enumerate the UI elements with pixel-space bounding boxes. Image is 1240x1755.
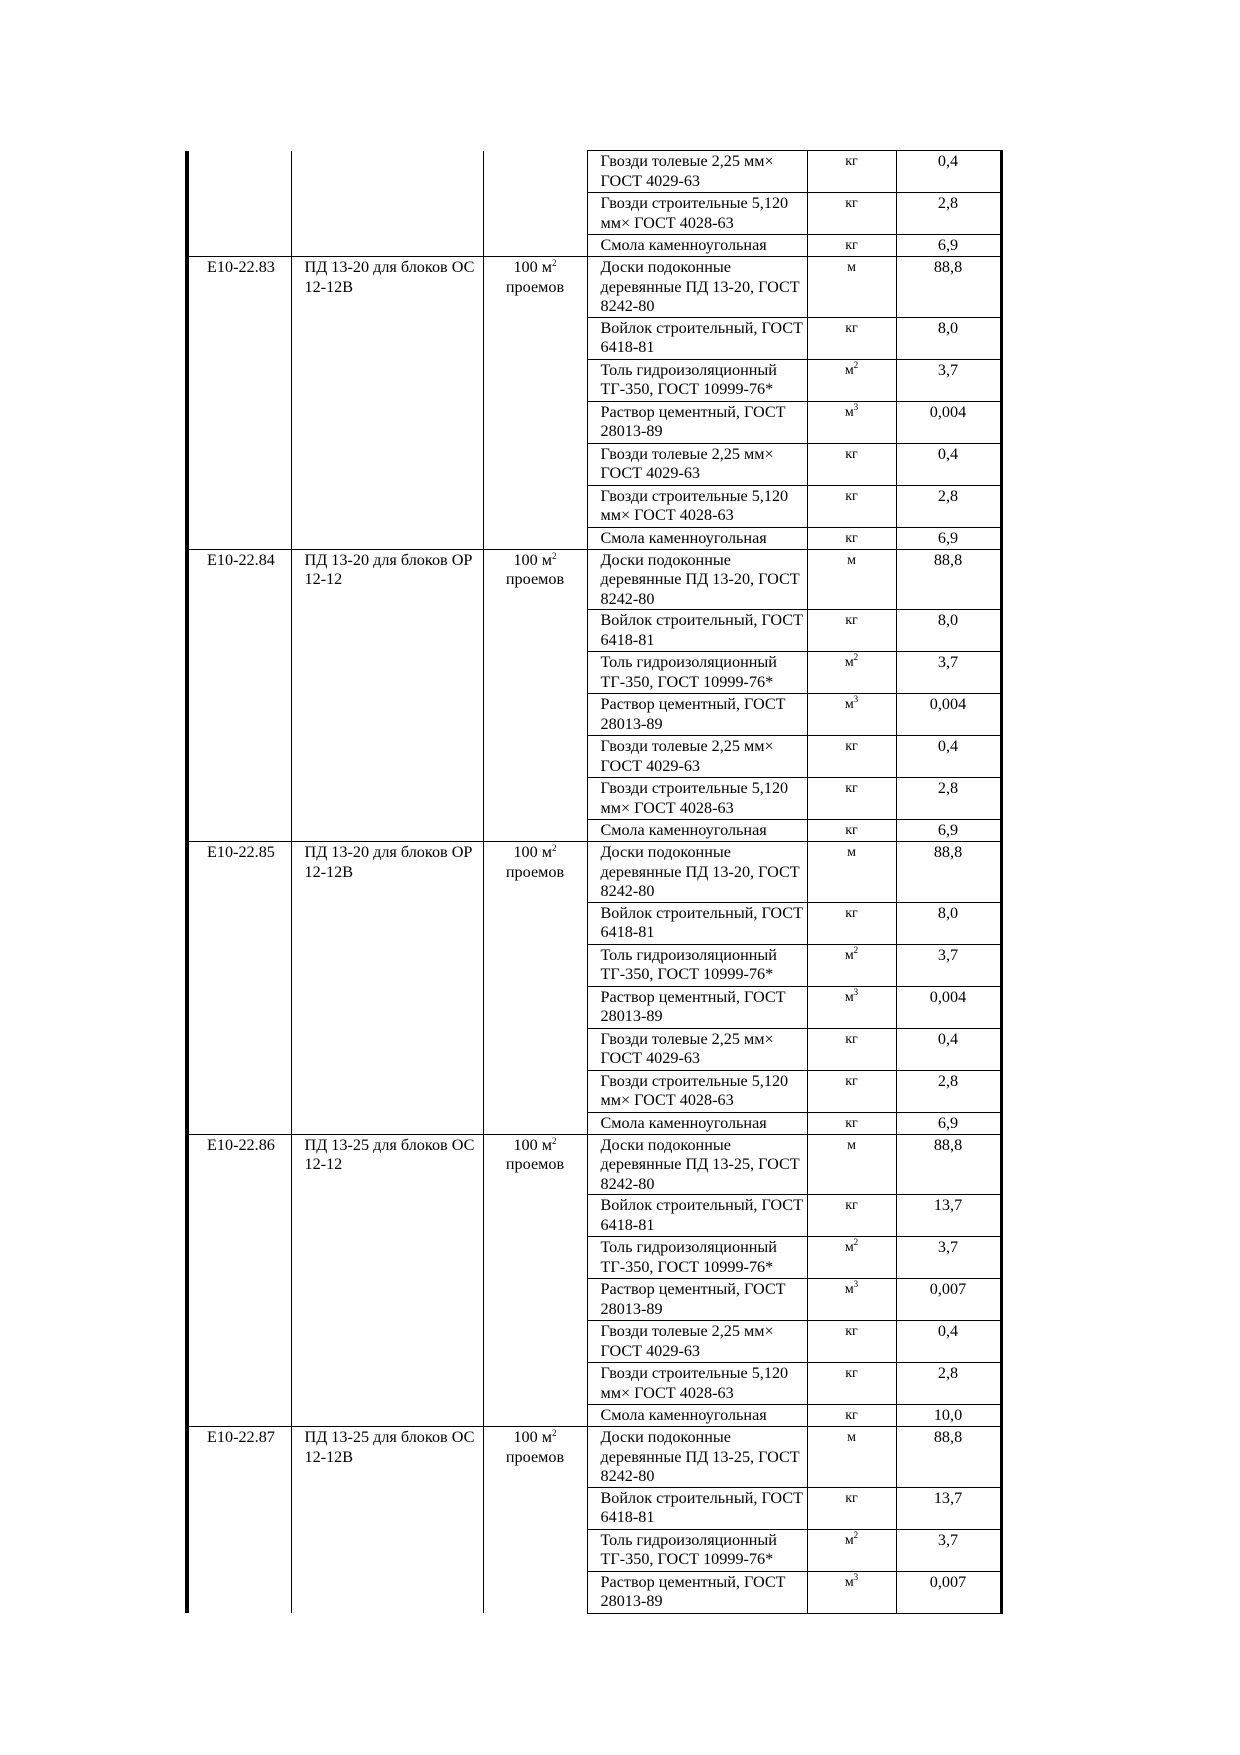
norm-code-cell: [187, 527, 291, 549]
quantity-cell: 2,8: [896, 193, 1001, 235]
table-row: [187, 1487, 1001, 1529]
material-cell: Раствор цементный, ГОСТ 28013-89: [587, 401, 807, 443]
material-cell: Доски подоконные деревянные ПД 13-25, ГОСТ 8242-80: [587, 1134, 807, 1195]
measure-unit-cell: [483, 986, 587, 1028]
material-cell: Толь гидроизоляционный ТГ-350, ГОСТ 10999-76*: [587, 1237, 807, 1279]
measure-unit-cell: [483, 778, 587, 820]
norm-name-cell: [291, 401, 483, 443]
norm-name-cell: [291, 235, 483, 257]
measure-unit-cell: [483, 1405, 587, 1427]
measure-unit-cell: [483, 610, 587, 652]
quantity-cell: 2,8: [896, 485, 1001, 527]
norm-code-cell: [187, 1070, 291, 1112]
material-cell: Раствор цементный, ГОСТ 28013-89: [587, 1571, 807, 1613]
resource-norms-table: [185, 150, 1003, 1614]
material-cell: Раствор цементный, ГОСТ 28013-89: [587, 694, 807, 736]
table-row: [187, 610, 1001, 652]
measure-unit-cell: [483, 527, 587, 549]
material-unit-cell: кг: [807, 235, 896, 257]
material-unit-cell: кг: [807, 1363, 896, 1405]
norm-name-cell: [291, 359, 483, 401]
material-unit-cell: кг: [807, 1112, 896, 1134]
quantity-cell: 8,0: [896, 317, 1001, 359]
norm-code-cell: [187, 694, 291, 736]
norm-name-cell: [291, 527, 483, 549]
table-row: [187, 257, 1001, 318]
material-cell: Гвозди толевые 2,25 мм× ГОСТ 4029-63: [587, 736, 807, 778]
norm-code-cell: [187, 1571, 291, 1613]
measure-unit-cell: [483, 443, 587, 485]
material-unit-cell: кг: [807, 1405, 896, 1427]
material-cell: Гвозди толевые 2,25 мм× ГОСТ 4029-63: [587, 1321, 807, 1363]
quantity-cell: 0,4: [896, 151, 1001, 193]
measure-unit-cell: 100 $м^2$ проемов: [483, 1427, 587, 1488]
table-row: [187, 549, 1001, 610]
material-unit-cell: м: [807, 549, 896, 610]
norm-code-cell: Е10-22.85: [187, 842, 291, 903]
table-row: [187, 485, 1001, 527]
norm-code-cell: [187, 1279, 291, 1321]
norm-name-cell: [291, 1112, 483, 1134]
table-row: [187, 1427, 1001, 1488]
quantity-cell: 3,7: [896, 1529, 1001, 1571]
material-cell: Толь гидроизоляционный ТГ-350, ГОСТ 10999-76*: [587, 1529, 807, 1571]
material-unit-cell: кг: [807, 1321, 896, 1363]
norm-code-cell: [187, 1028, 291, 1070]
material-cell: Войлок строительный, ГОСТ 6418-81: [587, 1487, 807, 1529]
quantity-cell: 88,8: [896, 257, 1001, 318]
material-unit-cell: кг: [807, 151, 896, 193]
material-cell: Гвозди строительные 5,120 мм× ГОСТ 4028-63: [587, 1363, 807, 1405]
quantity-cell: 2,8: [896, 778, 1001, 820]
norm-name-cell: ПД 13-25 для блоков ОС 12-12В: [291, 1427, 483, 1488]
measure-unit-cell: 100 $м^2$ проемов: [483, 257, 587, 318]
measure-unit-cell: [483, 401, 587, 443]
quantity-cell: 88,8: [896, 1427, 1001, 1488]
material-cell: Доски подоконные деревянные ПД 13-20, ГОСТ 8242-80: [587, 549, 807, 610]
norm-code-cell: [187, 485, 291, 527]
material-cell: Смола каменноугольная: [587, 820, 807, 842]
material-cell: Войлок строительный, ГОСТ 6418-81: [587, 1195, 807, 1237]
measure-unit-cell: [483, 1363, 587, 1405]
table-row: [187, 1571, 1001, 1613]
material-unit-cell: $м^3$: [807, 986, 896, 1028]
measure-unit-cell: [483, 820, 587, 842]
material-cell: Раствор цементный, ГОСТ 28013-89: [587, 986, 807, 1028]
norm-name-cell: ПД 13-20 для блоков ОС 12-12В: [291, 257, 483, 318]
norm-name-cell: [291, 1487, 483, 1529]
norm-code-cell: [187, 1112, 291, 1134]
quantity-cell: 13,7: [896, 1487, 1001, 1529]
table-row: [187, 986, 1001, 1028]
material-unit-cell: кг: [807, 485, 896, 527]
quantity-cell: 0,4: [896, 443, 1001, 485]
quantity-cell: 6,9: [896, 820, 1001, 842]
measure-unit-cell: 100 $м^2$ проемов: [483, 549, 587, 610]
table-row: [187, 944, 1001, 986]
material-cell: Толь гидроизоляционный ТГ-350, ГОСТ 10999-76*: [587, 944, 807, 986]
material-cell: Гвозди строительные 5,120 мм× ГОСТ 4028-63: [587, 1070, 807, 1112]
quantity-cell: 88,8: [896, 842, 1001, 903]
norm-code-cell: [187, 193, 291, 235]
norm-code-cell: Е10-22.87: [187, 1427, 291, 1488]
material-unit-cell: кг: [807, 1487, 896, 1529]
quantity-cell: 88,8: [896, 549, 1001, 610]
material-unit-cell: м: [807, 1134, 896, 1195]
norm-name-cell: [291, 1363, 483, 1405]
norm-name-cell: [291, 694, 483, 736]
table-row: [187, 694, 1001, 736]
table-row: [187, 1237, 1001, 1279]
material-unit-cell: $м^3$: [807, 401, 896, 443]
norm-code-cell: Е10-22.84: [187, 549, 291, 610]
material-cell: Гвозди толевые 2,25 мм× ГОСТ 4029-63: [587, 443, 807, 485]
table-row: [187, 317, 1001, 359]
table-row: [187, 1529, 1001, 1571]
material-unit-cell: $м^2$: [807, 359, 896, 401]
measure-unit-cell: [483, 359, 587, 401]
material-unit-cell: $м^3$: [807, 1279, 896, 1321]
material-cell: Раствор цементный, ГОСТ 28013-89: [587, 1279, 807, 1321]
norm-name-cell: [291, 944, 483, 986]
table-row: [187, 902, 1001, 944]
measure-unit-cell: [483, 736, 587, 778]
quantity-cell: 2,8: [896, 1363, 1001, 1405]
quantity-cell: 0,004: [896, 694, 1001, 736]
norm-code-cell: [187, 151, 291, 193]
material-unit-cell: $м^2$: [807, 944, 896, 986]
material-unit-cell: $м^2$: [807, 1529, 896, 1571]
table-row: [187, 151, 1001, 193]
quantity-cell: 0,4: [896, 1321, 1001, 1363]
material-cell: Гвозди толевые 2,25 мм× ГОСТ 4029-63: [587, 1028, 807, 1070]
quantity-cell: 0,007: [896, 1279, 1001, 1321]
norm-code-cell: [187, 1363, 291, 1405]
quantity-cell: 6,9: [896, 235, 1001, 257]
quantity-cell: 8,0: [896, 610, 1001, 652]
table-row: [187, 1405, 1001, 1427]
measure-unit-cell: [483, 652, 587, 694]
material-unit-cell: $м^2$: [807, 1237, 896, 1279]
measure-unit-cell: [483, 944, 587, 986]
quantity-cell: 0,007: [896, 1571, 1001, 1613]
material-cell: Гвозди строительные 5,120 мм× ГОСТ 4028-63: [587, 485, 807, 527]
material-cell: Смола каменноугольная: [587, 235, 807, 257]
material-unit-cell: $м^3$: [807, 1571, 896, 1613]
material-unit-cell: $м^3$: [807, 694, 896, 736]
material-unit-cell: кг: [807, 1195, 896, 1237]
norm-name-cell: [291, 820, 483, 842]
norm-code-cell: [187, 359, 291, 401]
table-row: [187, 736, 1001, 778]
norm-code-cell: [187, 317, 291, 359]
norm-name-cell: [291, 652, 483, 694]
norm-name-cell: [291, 1237, 483, 1279]
table-row: [187, 1028, 1001, 1070]
norm-name-cell: [291, 443, 483, 485]
measure-unit-cell: [483, 1070, 587, 1112]
material-unit-cell: м: [807, 842, 896, 903]
material-cell: Доски подоконные деревянные ПД 13-20, ГОСТ 8242-80: [587, 842, 807, 903]
material-unit-cell: кг: [807, 1070, 896, 1112]
norm-code-cell: [187, 1529, 291, 1571]
table-row: [187, 1195, 1001, 1237]
norm-name-cell: [291, 1405, 483, 1427]
measure-unit-cell: [483, 1529, 587, 1571]
measure-unit-cell: 100 $м^2$ проемов: [483, 842, 587, 903]
norm-name-cell: [291, 193, 483, 235]
material-unit-cell: кг: [807, 820, 896, 842]
material-cell: Войлок строительный, ГОСТ 6418-81: [587, 317, 807, 359]
measure-unit-cell: 100 $м^2$ проемов: [483, 1134, 587, 1195]
material-unit-cell: м: [807, 257, 896, 318]
norm-code-cell: [187, 1237, 291, 1279]
quantity-cell: 13,7: [896, 1195, 1001, 1237]
norm-name-cell: ПД 13-20 для блоков ОР 12-12В: [291, 842, 483, 903]
measure-unit-cell: [483, 1195, 587, 1237]
measure-unit-cell: [483, 317, 587, 359]
material-unit-cell: кг: [807, 778, 896, 820]
norm-name-cell: [291, 1028, 483, 1070]
material-unit-cell: $м^2$: [807, 652, 896, 694]
norm-name-cell: [291, 1321, 483, 1363]
measure-unit-cell: [483, 902, 587, 944]
table-row: [187, 1134, 1001, 1195]
quantity-cell: 8,0: [896, 902, 1001, 944]
table-row: [187, 1112, 1001, 1134]
norm-name-cell: [291, 902, 483, 944]
norm-code-cell: [187, 652, 291, 694]
norm-code-cell: [187, 736, 291, 778]
quantity-cell: 0,4: [896, 736, 1001, 778]
material-cell: Смола каменноугольная: [587, 1405, 807, 1427]
measure-unit-cell: [483, 151, 587, 193]
norm-name-cell: [291, 485, 483, 527]
measure-unit-cell: [483, 694, 587, 736]
measure-unit-cell: [483, 1571, 587, 1613]
measure-unit-cell: [483, 193, 587, 235]
norm-code-cell: [187, 1195, 291, 1237]
table-row: [187, 527, 1001, 549]
table-row: [187, 193, 1001, 235]
table-row: [187, 778, 1001, 820]
norm-name-cell: [291, 1195, 483, 1237]
norm-name-cell: [291, 151, 483, 193]
norm-name-cell: [291, 610, 483, 652]
norm-code-cell: [187, 820, 291, 842]
measure-unit-cell: [483, 485, 587, 527]
norm-name-cell: ПД 13-25 для блоков ОС 12-12: [291, 1134, 483, 1195]
norm-name-cell: [291, 1070, 483, 1112]
quantity-cell: 3,7: [896, 652, 1001, 694]
quantity-cell: 6,9: [896, 1112, 1001, 1134]
measure-unit-cell: [483, 1237, 587, 1279]
material-cell: Доски подоконные деревянные ПД 13-25, ГОСТ 8242-80: [587, 1427, 807, 1488]
material-cell: Гвозди толевые 2,25 мм× ГОСТ 4029-63: [587, 151, 807, 193]
quantity-cell: 6,9: [896, 527, 1001, 549]
material-unit-cell: кг: [807, 527, 896, 549]
norm-code-cell: [187, 401, 291, 443]
material-cell: Войлок строительный, ГОСТ 6418-81: [587, 610, 807, 652]
table-row: [187, 359, 1001, 401]
material-unit-cell: кг: [807, 736, 896, 778]
document-page: [185, 150, 999, 1614]
norm-code-cell: [187, 1321, 291, 1363]
norm-code-cell: [187, 1487, 291, 1529]
norm-code-cell: Е10-22.86: [187, 1134, 291, 1195]
material-cell: Войлок строительный, ГОСТ 6418-81: [587, 902, 807, 944]
material-cell: Гвозди строительные 5,120 мм× ГОСТ 4028-63: [587, 193, 807, 235]
norm-code-cell: [187, 944, 291, 986]
norm-name-cell: [291, 317, 483, 359]
measure-unit-cell: [483, 235, 587, 257]
table-row: [187, 1070, 1001, 1112]
norm-code-cell: [187, 902, 291, 944]
table-body: [187, 151, 1001, 1614]
norm-code-cell: [187, 778, 291, 820]
measure-unit-cell: [483, 1279, 587, 1321]
norm-name-cell: [291, 1279, 483, 1321]
table-row: [187, 235, 1001, 257]
material-cell: Смола каменноугольная: [587, 527, 807, 549]
norm-name-cell: [291, 736, 483, 778]
table-row: [187, 1363, 1001, 1405]
quantity-cell: 3,7: [896, 359, 1001, 401]
norm-code-cell: [187, 443, 291, 485]
quantity-cell: 3,7: [896, 1237, 1001, 1279]
norm-code-cell: Е10-22.83: [187, 257, 291, 318]
table-row: [187, 401, 1001, 443]
table-row: [187, 443, 1001, 485]
quantity-cell: 10,0: [896, 1405, 1001, 1427]
material-unit-cell: кг: [807, 443, 896, 485]
quantity-cell: 0,4: [896, 1028, 1001, 1070]
table-row: [187, 652, 1001, 694]
norm-name-cell: [291, 778, 483, 820]
material-cell: Смола каменноугольная: [587, 1112, 807, 1134]
material-cell: Толь гидроизоляционный ТГ-350, ГОСТ 10999-76*: [587, 359, 807, 401]
norm-code-cell: [187, 610, 291, 652]
quantity-cell: 3,7: [896, 944, 1001, 986]
norm-name-cell: [291, 1529, 483, 1571]
norm-name-cell: ПД 13-20 для блоков ОР 12-12: [291, 549, 483, 610]
table-row: [187, 1321, 1001, 1363]
material-unit-cell: кг: [807, 902, 896, 944]
quantity-cell: 0,004: [896, 401, 1001, 443]
material-cell: Доски подоконные деревянные ПД 13-20, ГОСТ 8242-80: [587, 257, 807, 318]
material-cell: Толь гидроизоляционный ТГ-350, ГОСТ 10999-76*: [587, 652, 807, 694]
measure-unit-cell: [483, 1112, 587, 1134]
material-unit-cell: кг: [807, 610, 896, 652]
table-row: [187, 1279, 1001, 1321]
measure-unit-cell: [483, 1487, 587, 1529]
norm-name-cell: [291, 1571, 483, 1613]
quantity-cell: 2,8: [896, 1070, 1001, 1112]
quantity-cell: 88,8: [896, 1134, 1001, 1195]
norm-code-cell: [187, 1405, 291, 1427]
measure-unit-cell: [483, 1321, 587, 1363]
table-row: [187, 842, 1001, 903]
norm-name-cell: [291, 986, 483, 1028]
norm-code-cell: [187, 986, 291, 1028]
measure-unit-cell: [483, 1028, 587, 1070]
material-unit-cell: кг: [807, 317, 896, 359]
material-unit-cell: кг: [807, 193, 896, 235]
material-unit-cell: кг: [807, 1028, 896, 1070]
norm-code-cell: [187, 235, 291, 257]
material-unit-cell: м: [807, 1427, 896, 1488]
table-row: [187, 820, 1001, 842]
material-cell: Гвозди строительные 5,120 мм× ГОСТ 4028-63: [587, 778, 807, 820]
quantity-cell: 0,004: [896, 986, 1001, 1028]
